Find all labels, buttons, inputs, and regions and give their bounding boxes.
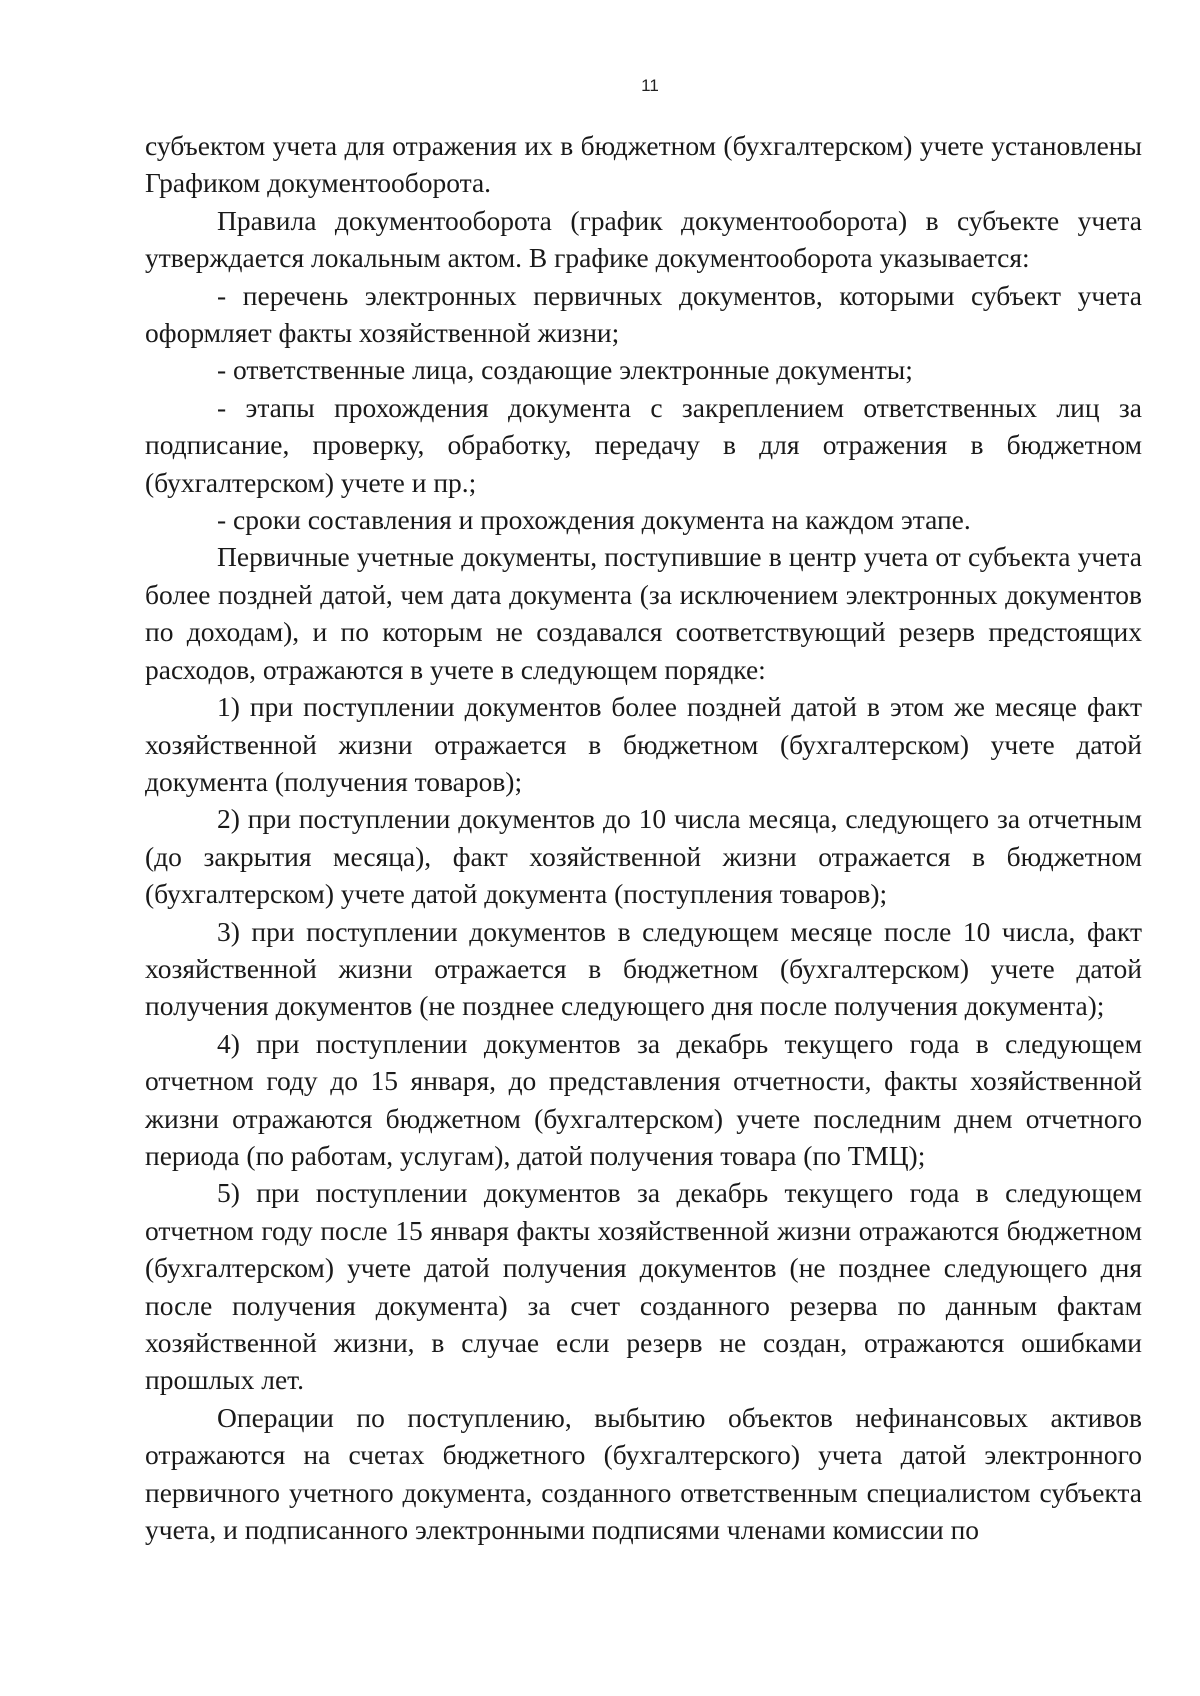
- numbered-item-4: 4) при поступлении документов за декабрь текущего года в следующем отчетном году до 15 января, до представления отчетности, факты хозяйственной жизни отражаются бюджетном (бухгалтерском) учете последним днем отчетного периода (по работам, услугам), датой получения товара (по ТМЦ);: [145, 1027, 1142, 1171]
- list-item-4: - сроки составления и прохождения документа на каждом этапе.: [217, 504, 971, 536]
- document-body: [145, 127, 1142, 1548]
- paragraph-4: Операции по поступлению, выбытию объектов нефинансовых активов отражаются на счетах бюджетного (бухгалтерского) учета датой электронного первичного учетного документа, созданного ответственным специалистом субъекта учета, и подписанного электронными подписями членами комиссии по: [145, 1401, 1142, 1546]
- numbered-item-1: 1) при поступлении документов более поздней датой в этом же месяце факт хозяйственной жизни отражается в бюджетном (бухгалтерском) учете датой документа (получения товаров);: [145, 691, 1142, 797]
- paragraph-1: субъектом учета для отражения их в бюджетном (бухгалтерском) учете установлены Графиком документооборота.: [145, 130, 1142, 199]
- paragraph-2: Правила документооборота (график документооборота) в субъекте учета утверждается локальным актом. В графике документооборота указывается:: [145, 204, 1142, 274]
- paragraph-3: Первичные учетные документы, поступившие в центр учета от субъекта учета более поздней датой, чем дата документа (за исключением электронных документов по доходам), и по которым не создавался соответствующий резерв предстоящих расходов, отражаются в учете в следующем порядке:: [145, 541, 1142, 685]
- list-item-3: - этапы прохождения документа с закреплением ответственных лиц за подписание, проверку, обработку, передачу в для отражения в бюджетном (бухгалтерском) учете и пр.;: [145, 391, 1142, 498]
- numbered-item-3: 3) при поступлении документов в следующем месяце после 10 числа, факт хозяйственной жизни отражается в бюджетном (бухгалтерском) учете датой получения документов (не позднее следующего дня после получения документа);: [145, 915, 1142, 1022]
- list-item-1: - перечень электронных первичных документов, которыми субъект учета оформляет факты хозяйственной жизни;: [145, 279, 1142, 349]
- numbered-item-5: 5) при поступлении документов за декабрь текущего года в следующем отчетном году после 15 января факты хозяйственной жизни отражаются бюджетном (бухгалтерском) учете датой получения документов (не позднее следующего дня после получения документа) за счет созданного резерва по данным фактам хозяйственной жизни, в случае если резерв не создан, отражаются ошибками прошлых лет.: [145, 1177, 1142, 1396]
- numbered-item-2: 2) при поступлении документов до 10 числа месяца, следующего за отчетным (до закрытия месяца), факт хозяйственной жизни отражается в бюджетном (бухгалтерском) учете датой документа (поступления товаров);: [145, 803, 1142, 910]
- list-item-2: - ответственные лица, создающие электронные документы;: [217, 354, 913, 386]
- page-number: 11: [641, 76, 659, 95]
